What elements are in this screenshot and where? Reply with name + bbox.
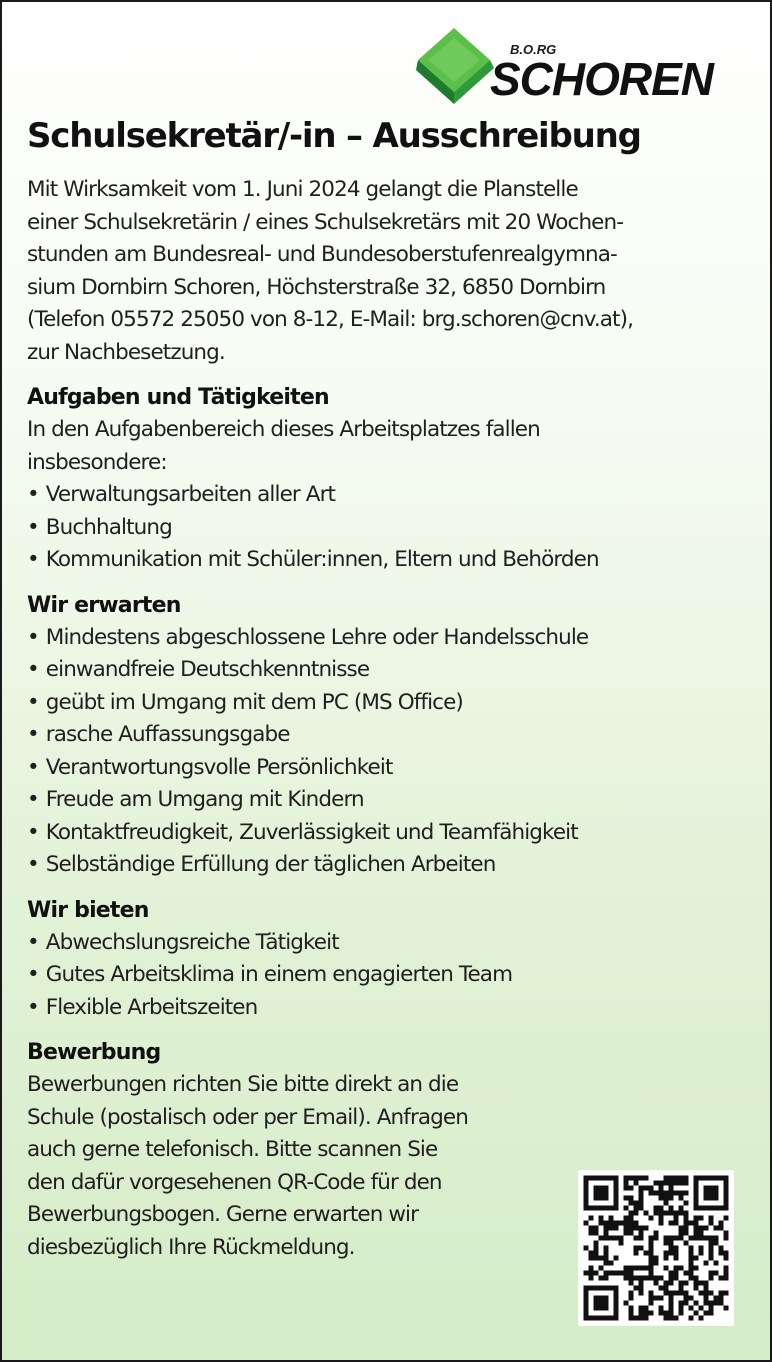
- list-item: • rasche Auffassungsgabe: [27, 719, 752, 752]
- tasks-heading: Aufgaben und Tätigkeiten: [27, 385, 329, 410]
- intro-line: zur Nachbesetzung.: [27, 339, 225, 365]
- offer-heading: Wir bieten: [27, 897, 149, 923]
- application-heading: Bewerbung: [27, 1040, 161, 1065]
- list-item: • Verantwortungsvolle Persönlichkeit: [27, 752, 752, 785]
- school-logo: [414, 26, 744, 106]
- logo-name: SCHOREN: [490, 53, 714, 105]
- expect-section: [27, 589, 752, 882]
- list-item: • einwandfreie Deutschkenntnisse: [27, 654, 752, 687]
- list-item: • Freude am Umgang mit Kindern: [27, 784, 752, 817]
- application-line: den dafür vorgesehenen QR-Code für den: [27, 1169, 442, 1195]
- intro-line: Mit Wirksamkeit vom 1. Juni 2024 gelangt die Planstelle: [27, 177, 578, 202]
- list-item: • Kommunikation mit Schüler:innen, Eltern und Behörden: [27, 544, 752, 577]
- list-item: • Mindestens abgeschlossene Lehre oder Handelsschule: [27, 622, 752, 655]
- ad-title: Schulsekretär/-in – Ausschreibung: [27, 116, 641, 156]
- list-item: • Selbständige Erfüllung der täglichen Arbeiten: [27, 849, 752, 882]
- tasks-text-line: insbesondere:: [27, 449, 167, 475]
- qr-code-icon[interactable]: [578, 1170, 734, 1326]
- tasks-text: [27, 414, 752, 479]
- list-item: • Abwechslungsreiche Tätigkeit: [27, 927, 752, 960]
- list-item: • Kontaktfreudigkeit, Zuverlässigkeit und Teamfähigkeit: [27, 817, 752, 850]
- list-item: • Buchhaltung: [27, 512, 752, 545]
- intro-paragraph: [27, 174, 752, 369]
- intro-line: einer Schulsekretärin / eines Schulsekretärs mit 20 Wochen-: [27, 209, 624, 235]
- expect-heading: Wir erwarten: [27, 592, 181, 618]
- list-item: • Verwaltungsarbeiten aller Art: [27, 479, 752, 512]
- intro-line: (Telefon 05572 25050 von 8-12, E-Mail: brg.schoren@cnv.at),: [27, 307, 634, 332]
- intro-line: stunden am Bundesreal- und Bundesoberstufenrealgymna-: [27, 242, 617, 267]
- ad-content: [27, 114, 752, 1276]
- application-line: auch gerne telefonisch. Bitte scannen Sie: [27, 1137, 438, 1162]
- expect-list: [27, 622, 752, 882]
- logo-small-text: B.O.RG: [510, 42, 557, 57]
- tasks-list: [27, 479, 752, 577]
- application-text: [27, 1069, 547, 1264]
- application-line: Bewerbungen richten Sie bitte direkt an die: [27, 1072, 459, 1097]
- intro-line: sium Dornbirn Schoren, Höchsterstraße 32, 6850 Dornbirn: [27, 274, 606, 300]
- offer-list: [27, 927, 752, 1025]
- tasks-section: [27, 381, 752, 577]
- list-item: • geübt im Umgang mit dem PC (MS Office): [27, 687, 752, 720]
- offer-section: [27, 894, 752, 1025]
- application-line: diesbezüglich Ihre Rückmeldung.: [27, 1234, 355, 1260]
- application-section: [27, 1036, 547, 1264]
- application-line: Schule (postalisch oder per Email). Anfragen: [27, 1104, 468, 1130]
- list-item: • Gutes Arbeitsklima in einem engagierten Team: [27, 959, 752, 992]
- tasks-text-line: In den Aufgabenbereich dieses Arbeitsplatzes fallen: [27, 417, 540, 442]
- list-item: • Flexible Arbeitszeiten: [27, 992, 752, 1025]
- application-line: Bewerbungsbogen. Gerne erwarten wir: [27, 1202, 419, 1227]
